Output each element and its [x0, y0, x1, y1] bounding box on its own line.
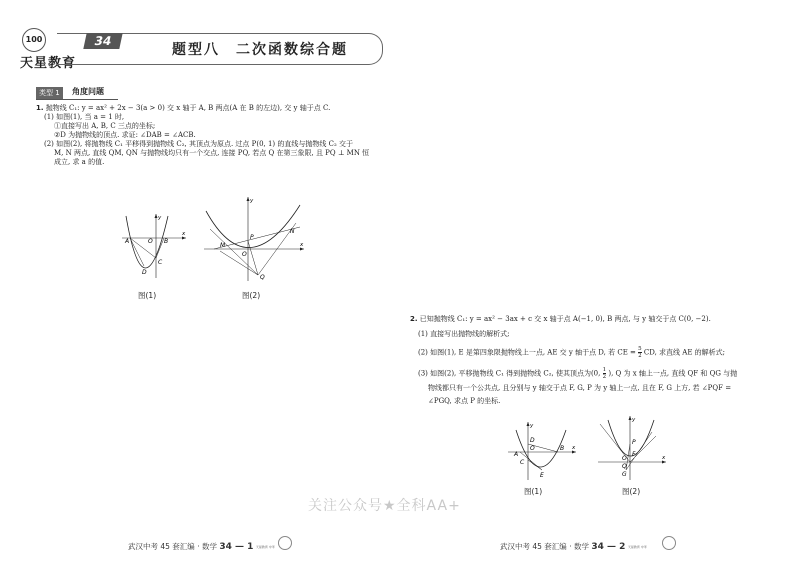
q2-figure-1 [506, 420, 578, 482]
footer-left-page: 34 — 1 [219, 542, 254, 552]
question-1 [36, 104, 369, 167]
footer-left-text: 武汉中考 45 套汇编 · 数学 [128, 542, 217, 551]
q1-text-0: 抛物线 C₁: y = ax² + 2x − 3(a > 0) 交 x 轴于 A, B 两点(A 在 B 的左边), 交 y 轴于点 C. [45, 104, 331, 112]
q1-fig2-caption: 图(2) [242, 291, 261, 300]
watermark: 关注公众号★全科AA+ [308, 498, 461, 514]
q1-line-1 [36, 104, 369, 113]
frac1-den: 2 [638, 353, 642, 359]
q2-text-4a: (3) 如图(2), 平移抛物线 C₁ 得到抛物线 C₂, 使其顶点为(0, [418, 369, 601, 378]
fig-label-M: M [220, 242, 226, 249]
fig-label-O: O [148, 238, 153, 245]
footer-left-small: 天星教育 中考 [255, 545, 275, 549]
fig-label-x4: x [662, 455, 666, 461]
q1-line-7: 成立, 求 a 的值. [54, 158, 105, 166]
fig-label-C: C [158, 259, 163, 266]
fig-label-x2: x [300, 242, 304, 248]
q1-line-6: M, N 两点, 直线 QM, QN 与抛物线均只有一个交点, 连接 PQ, 若点 Q 在第三象限, 且 PQ ⊥ MN 恒 [54, 149, 370, 157]
fig-label-P: P [250, 234, 254, 241]
footer-left-emblem-icon [278, 536, 292, 550]
frac2-num: 1 [602, 367, 607, 373]
q2-line-4 [410, 367, 737, 380]
q2-figure-2 [596, 414, 668, 482]
q2-line-3 [410, 346, 737, 359]
footer-right-text: 武汉中考 45 套汇编 · 数学 [500, 542, 589, 551]
q2-fraction-1 [638, 346, 642, 359]
fig-label-x3: x [572, 445, 576, 451]
q2-line-1 [410, 315, 737, 324]
q2-text-1: 已知抛物线 C₁: y = ax² − 3ax + c 交 x 轴于点 A(−1, 0), B 两点, 与 y 轴交于点 C(0, −2). [419, 315, 711, 323]
brand-name: 天星教育 [20, 56, 77, 71]
fig-label-x: x [182, 231, 186, 237]
fig-label-B-2: B [560, 445, 565, 452]
fig-label-y3: y [530, 423, 534, 429]
footer-right [500, 541, 647, 552]
fig-label-G: G [622, 471, 627, 478]
frac2-den: 2 [602, 374, 607, 380]
fig-label-B: B [164, 238, 169, 245]
frac1-num: 5 [638, 346, 642, 352]
category-tag: 类型 1 [36, 87, 63, 99]
q2-line-6: ∠PGQ, 求点 P 的坐标. [428, 397, 501, 405]
q1-fig1-caption: 图(1) [138, 291, 157, 300]
fig-label-Q-2: Q [622, 463, 627, 470]
category-underline [36, 99, 118, 100]
footer-right-emblem-icon [662, 536, 676, 550]
q2-text-4b: ), Q 为 x 轴上一点, 直线 QF 和 QG 与抛 [608, 369, 738, 378]
page-title: 题型八 二次函数综合题 [172, 42, 348, 58]
fig-label-y: y [158, 215, 162, 221]
q2-fig2-caption: 图(2) [622, 487, 641, 496]
q1-line-3: ①直接写出 A, B, C 三点的坐标; [54, 122, 156, 130]
q1-figure-1 [120, 212, 190, 280]
fig-label-Q: Q [260, 274, 265, 281]
fig-label-F: F [632, 451, 636, 458]
page-badge: 34 [83, 33, 122, 49]
question-2 [410, 315, 737, 406]
fig-label-O-3: O [530, 445, 535, 452]
q2-fraction-2 [603, 367, 607, 380]
logo-badge: 100 [22, 28, 46, 52]
q2-number: 2. [410, 315, 418, 323]
q1-number: 1. [36, 104, 44, 112]
fig-label-E: E [540, 472, 544, 479]
footer-right-page: 34 — 2 [591, 542, 626, 552]
fig-label-A-2: A [514, 451, 519, 458]
q2-line-2: (1) 直接写出抛物线的解析式; [418, 330, 510, 338]
q2-line-5: 物线都只有一个公共点, 且分别与 y 轴交于点 F, G, P 为 y 轴上一点, 且在 F, G 上方, 若 ∠PQF = [428, 384, 732, 392]
fig-label-y4: y [632, 417, 636, 423]
footer-left [128, 541, 275, 552]
q1-line-2: (1) 如图(1), 当 a = 1 时, [44, 113, 125, 121]
q1-line-4: ②D 为抛物线的顶点. 求证: ∠DAB = ∠ACB. [54, 131, 196, 139]
fig-label-A: A [125, 238, 130, 245]
fig-label-D-2: D [530, 437, 535, 444]
fig-label-N: N [290, 228, 295, 235]
q2-text-3a: (2) 如图(1), E 是第四象限抛物线上一点, AE 交 y 轴于点 D, 若 CE = [418, 348, 636, 357]
fig-label-P-2: P [632, 439, 636, 446]
category-title: 角度问题 [72, 87, 104, 96]
fig-label-O-4: O [622, 455, 627, 462]
fig-label-O2: O [242, 251, 247, 258]
fig-label-C-2: C [520, 459, 525, 466]
footer-right-small: 天星教育 中考 [627, 545, 647, 549]
q2-text-3b: CD, 求直线 AE 的解析式; [643, 348, 726, 357]
fig-label-D: D [142, 269, 147, 276]
q1-figure-2 [200, 195, 308, 283]
q1-line-5: (2) 如图(2), 将抛物线 C₁ 平移得到抛物线 C₂, 其顶点为原点. 过点 P(0, 1) 的直线与抛物线 C₂ 交于 [44, 140, 353, 148]
q2-fig1-caption: 图(1) [524, 487, 543, 496]
fig-label-y2: y [250, 198, 254, 204]
